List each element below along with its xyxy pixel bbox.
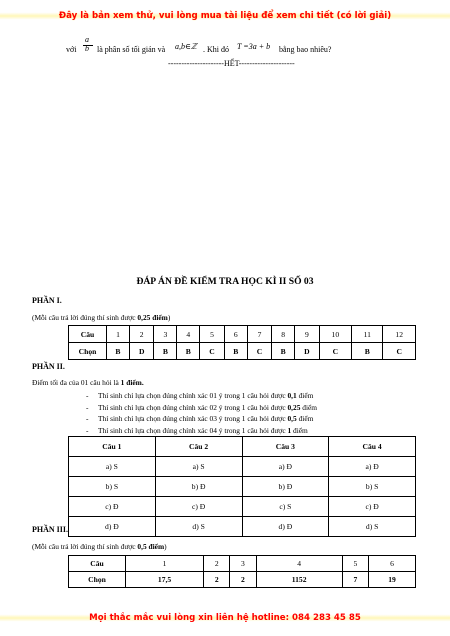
question-text-2: . Khi đó: [203, 45, 229, 54]
part1-row-label: Chọn: [69, 343, 107, 360]
preview-banner: Đây là bản xem thử, vui lòng mua tài liệu để xem chi tiết (có lời giải): [0, 10, 450, 22]
part2-cell: c) Đ: [155, 497, 242, 517]
part2-header-row: [69, 437, 416, 457]
fraction-numerator: a: [85, 35, 89, 44]
part1-number: 12: [383, 326, 416, 343]
part2-cell: d) S: [329, 517, 416, 537]
part3-answer: 7: [342, 572, 368, 588]
part2-row: [69, 477, 416, 497]
part2-cell: c) Đ: [329, 497, 416, 517]
part1-answer: B: [107, 343, 130, 360]
part1-number: 10: [319, 326, 351, 343]
part2-row: [69, 497, 416, 517]
part3-number: 4: [256, 556, 342, 572]
answer-title: ĐÁP ÁN ĐỀ KIỂM TRA HỌC KÌ II SỐ 03: [136, 276, 314, 287]
part3-number: 2: [204, 556, 230, 572]
part3-answer: 19: [368, 572, 415, 588]
part2-cell: d) Đ: [242, 517, 329, 537]
part2-cell: c) Đ: [69, 497, 156, 517]
part2-cell: a) S: [69, 457, 156, 477]
part1-number: 2: [129, 326, 153, 343]
part2-cell: a) Đ: [329, 457, 416, 477]
part2-note: Điểm tối đa của 01 câu hỏi là 1 điểm.: [32, 378, 144, 387]
part2-heading: PHẦN II.: [32, 362, 65, 371]
scoring-item: - Thí sinh chỉ lựa chọn đúng chính xác 02 ý trong 1 câu hỏi được 0,25 điểm: [86, 402, 318, 412]
part2-table: [68, 436, 416, 537]
part1-number: 5: [200, 326, 224, 343]
part1-row-label: Câu: [69, 326, 107, 343]
part2-cell: b) Đ: [242, 477, 329, 497]
part2-header: Câu 3: [242, 437, 329, 457]
part1-answer: B: [272, 343, 295, 360]
part1-answer: D: [129, 343, 153, 360]
question-text-1: là phân số tối giản và: [97, 45, 166, 54]
part3-number: 1: [126, 556, 204, 572]
part2-header: Câu 4: [329, 437, 416, 457]
part1-answer: C: [200, 343, 224, 360]
part1-answer: B: [154, 343, 177, 360]
question-text-3: bằng bao nhiêu?: [279, 45, 332, 54]
scoring-item: - Thí sinh chỉ lựa chọn đúng chính xác 04 ý trong 1 câu hỏi được 1 điểm: [86, 425, 308, 435]
question-prefix: với: [66, 45, 77, 54]
part2-row: [69, 457, 416, 477]
part3-row-label: Câu: [69, 556, 126, 572]
part1-answer: B: [224, 343, 247, 360]
part2-cell: d) Đ: [69, 517, 156, 537]
end-mark: ---------------------HẾT---------------------: [168, 59, 295, 68]
part1-heading: PHẦN I.: [32, 296, 62, 305]
part1-answer: D: [295, 343, 319, 360]
part2-cell: b) Đ: [155, 477, 242, 497]
part2-cell: a) S: [155, 457, 242, 477]
part3-answer: 2: [204, 572, 230, 588]
scoring-item: - Thí sinh chỉ lựa chọn đúng chính xác 01 ý trong 1 câu hỏi được 0,1 điểm: [86, 391, 314, 400]
hotline-banner: Mọi thắc mắc vui lòng xin liên hệ hotline: 084 283 45 85: [0, 612, 450, 624]
part2-row: [69, 517, 416, 537]
part1-note: (Mỗi câu trả lời đúng thí sinh được 0,25 điểm): [32, 313, 171, 322]
fraction-denominator: b: [85, 44, 89, 53]
part2-cell: a) Đ: [242, 457, 329, 477]
part1-number: 4: [177, 326, 200, 343]
part3-row-label: Chọn: [69, 572, 126, 588]
part3-number: 6: [368, 556, 415, 572]
scoring-item: - Thí sinh chỉ lựa chọn đúng chính xác 03 ý trong 1 câu hỏi được 0,5 điểm: [86, 414, 314, 423]
part2-header: Câu 2: [155, 437, 242, 457]
part1-number-row: [69, 326, 416, 343]
part3-answer: 17,5: [126, 572, 204, 588]
question-expression: T =3a + b: [237, 42, 271, 51]
part3-answer: 1152: [256, 572, 342, 588]
part1-table: [68, 325, 416, 360]
part1-answer: C: [247, 343, 271, 360]
part3-table: [68, 555, 416, 588]
part2-cell: d) S: [155, 517, 242, 537]
part1-answer: C: [319, 343, 351, 360]
part2-scoring-list: [86, 391, 317, 437]
part3-answer: 2: [230, 572, 256, 588]
part1-answer: B: [352, 343, 383, 360]
question-condition: a,b∈ℤ: [175, 42, 197, 51]
part2-header: Câu 1: [69, 437, 156, 457]
part3-heading: PHẦN III.: [32, 525, 69, 534]
part3-note: (Mỗi câu trả lời đúng thí sinh được 0,5 điểm): [32, 542, 167, 551]
part2-cell: b) S: [69, 477, 156, 497]
part3-number: 5: [342, 556, 368, 572]
part1-number: 11: [352, 326, 383, 343]
part1-number: 8: [272, 326, 295, 343]
part1-number: 6: [224, 326, 247, 343]
part1-number: 9: [295, 326, 319, 343]
part1-number: 7: [247, 326, 271, 343]
part3-number-row: [69, 556, 416, 572]
part2-cell: c) S: [242, 497, 329, 517]
part3-answer-row: [69, 572, 416, 588]
part1-answer: C: [383, 343, 416, 360]
part1-answer: B: [177, 343, 200, 360]
part1-number: 1: [107, 326, 130, 343]
part1-number: 3: [154, 326, 177, 343]
part3-number: 3: [230, 556, 256, 572]
part2-cell: b) S: [329, 477, 416, 497]
part1-answer-row: [69, 343, 416, 360]
